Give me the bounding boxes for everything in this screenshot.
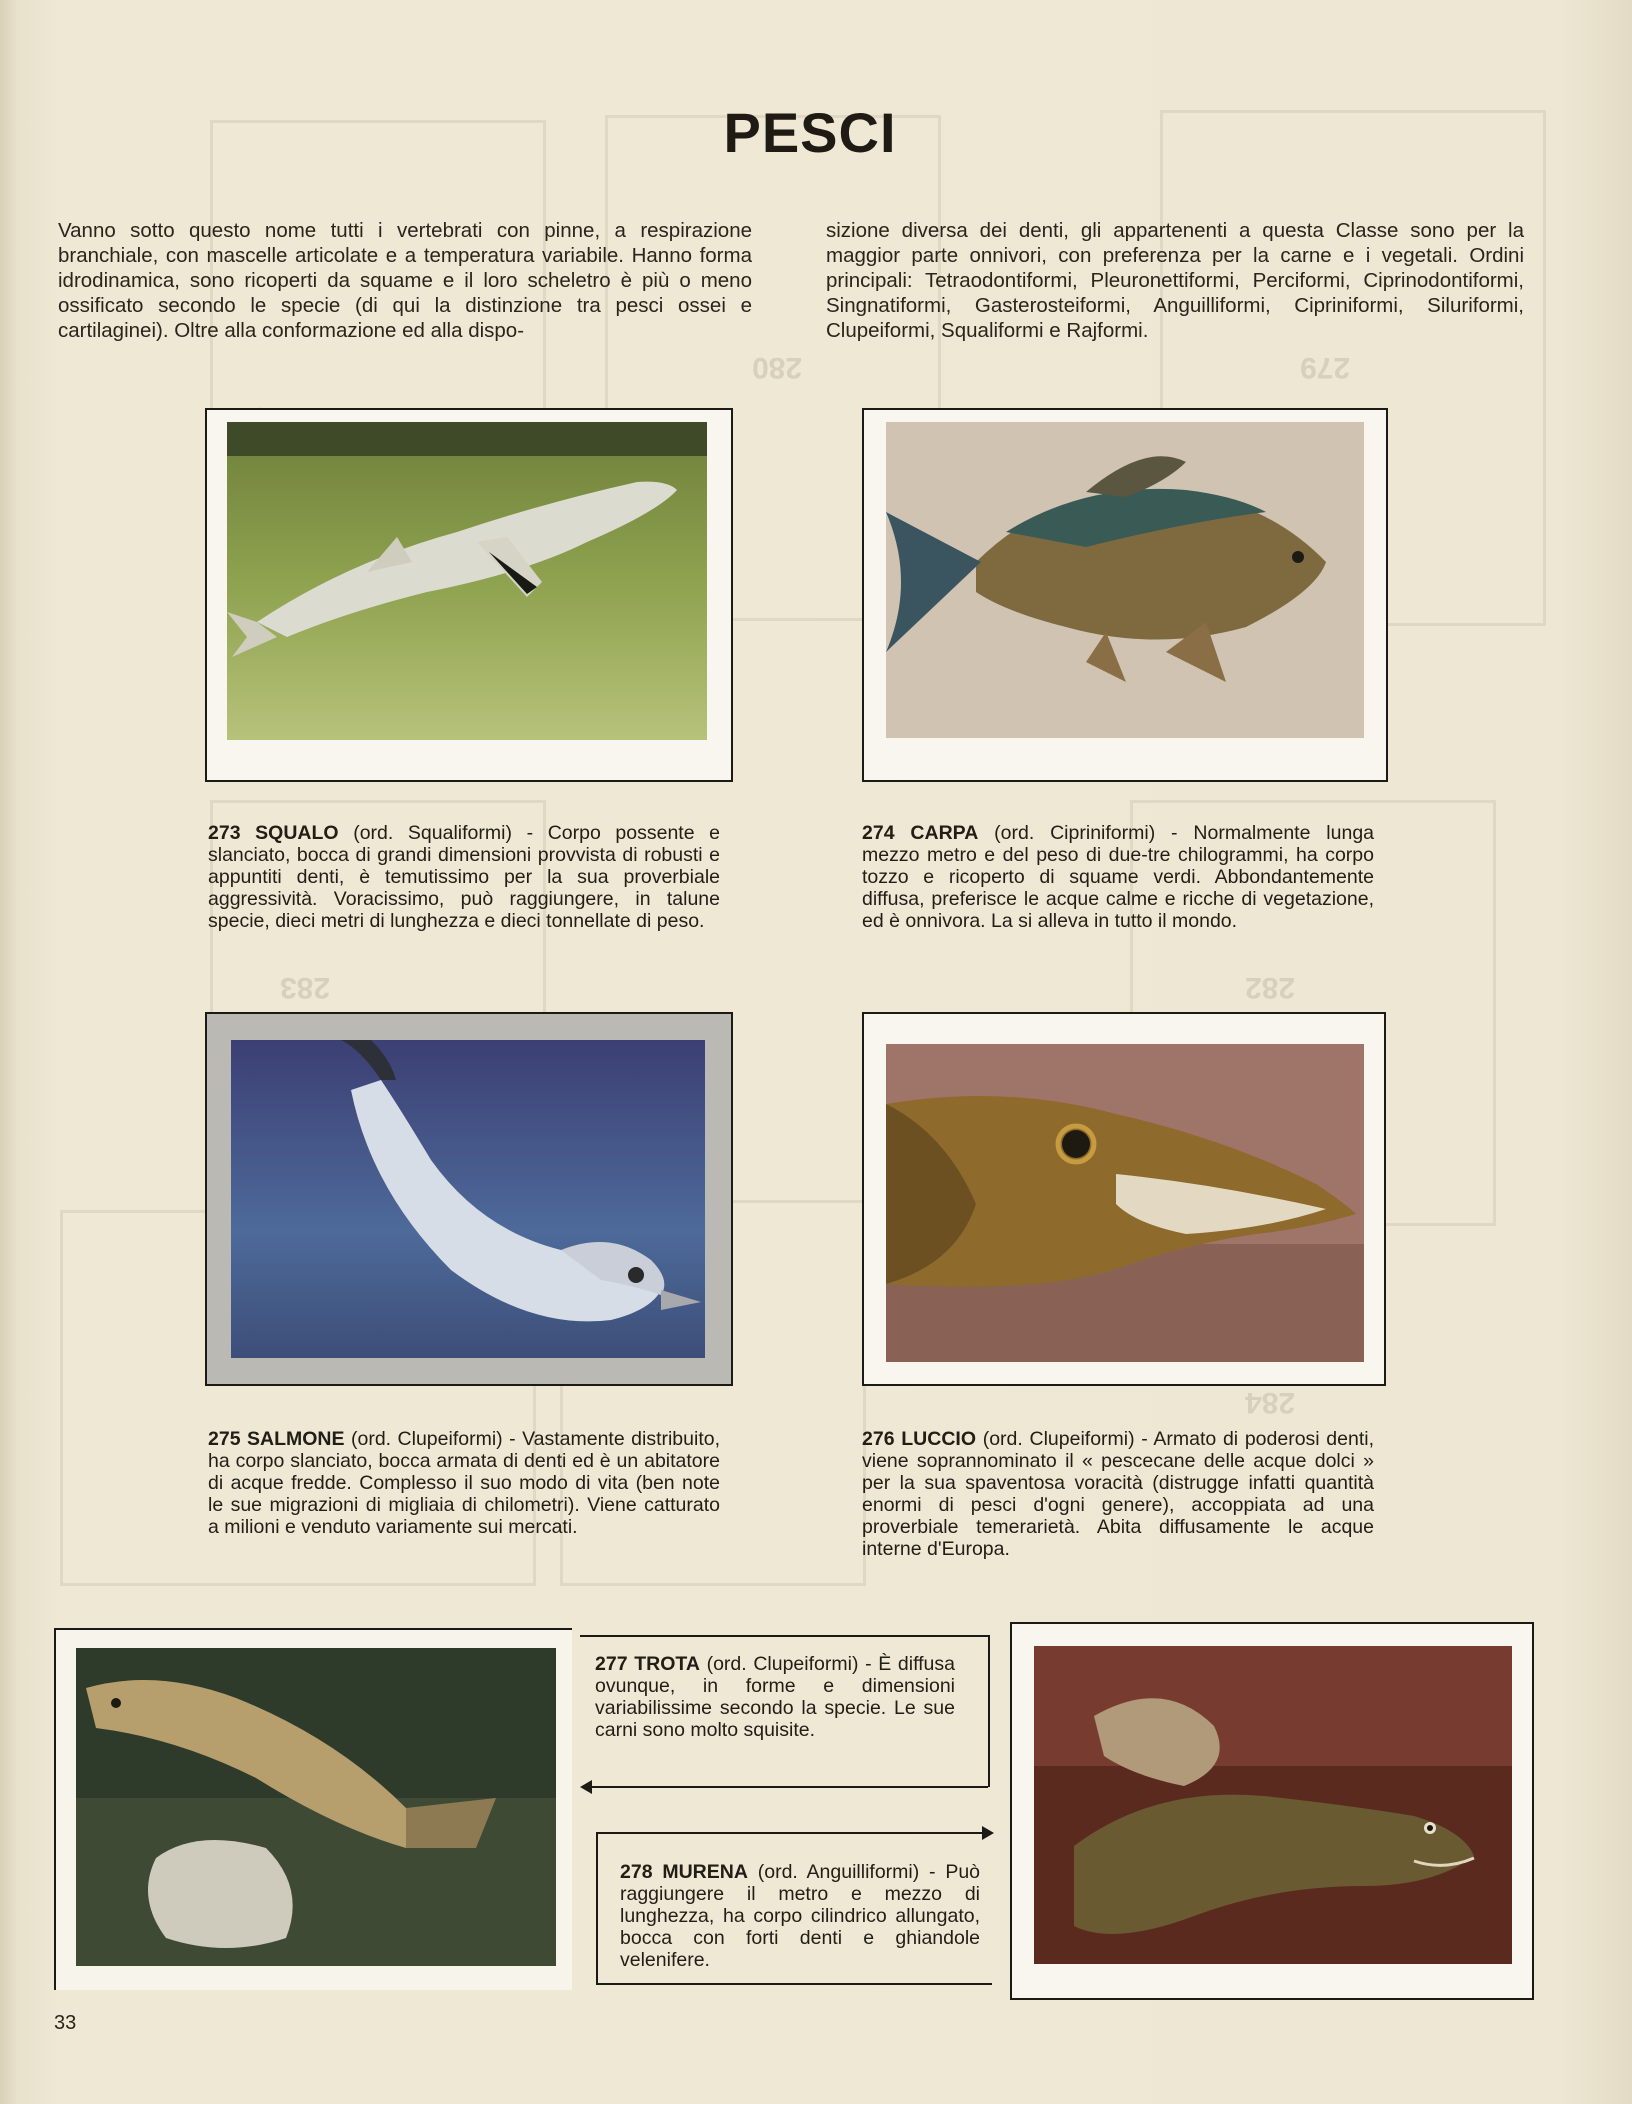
ghost-number: 282 — [1245, 971, 1296, 1004]
caption-number: 274 — [862, 822, 895, 844]
caption-text: - È diffusa ovunque, in forme e dimensioni variabilissime secondo la specie. Le sue carni sono molto squisite. — [595, 1653, 955, 1741]
caption-order: (ord. Clupeiformi) — [706, 1653, 859, 1675]
intro-right: sizione diversa dei denti, gli appartenenti a questa Classe sono per la maggior parte onnivori, con preferenza per la carne e i vegetali. Ordini principali: Tetraodontiformi, Pleuronettiformi, Perciformi, Ciprinodontiformi, Singnatiformi, Gasterosteiformi, Anguilliformi, Cipriniformi, Siluriformi, Clupeiformi, Squaliformi e Rajformi. — [826, 219, 1524, 342]
caption-order: (ord. Clupeiformi) — [350, 1428, 503, 1450]
caption-number: 275 — [208, 1428, 241, 1450]
caption-order: (ord. Anguilliformi) — [757, 1861, 920, 1883]
caption-name: TROTA — [634, 1653, 700, 1675]
arrow-left-icon — [592, 1786, 988, 1788]
caption-salmone — [208, 1428, 720, 1538]
moray-eel-photo-icon — [1034, 1646, 1512, 1964]
caption-number: 276 — [862, 1428, 895, 1450]
caption-number: 277 — [595, 1653, 628, 1675]
caption-number: 278 — [620, 1861, 653, 1883]
caption-order: (ord. Clupeiformi) — [982, 1428, 1135, 1450]
caption-text: - Corpo possente e slanciato, bocca di grandi dimensioni provvista di robusti e appuntiti denti, è temutissimo per la sua proverbiale aggressività. Voracissimo, può raggiungere, in talune specie, dieci metri di lunghezza e dieci tonnellate di peso. — [208, 822, 721, 932]
shark-photo-icon — [227, 422, 707, 740]
caption-name: SALMONE — [247, 1428, 345, 1450]
caption-name: SQUALO — [255, 822, 339, 844]
caption-murena — [620, 1861, 980, 1971]
caption-text: - Può raggiungere il metro e mezzo di lunghezza, ha corpo cilindrico allungato, bocca con forti denti e ghiandole velenifere. — [620, 1861, 981, 1971]
pike-photo-icon — [886, 1044, 1364, 1362]
sticker-frame-salmone — [205, 1012, 733, 1386]
caption-text: - Normalmente lunga mezzo metro e del peso di due-tre chilogrammi, ha corpo tozzo e ricoperto di squame verdi. Abbondantemente diffusa, preferisce le acque calme e ricche di vegetazione, ed è onnivora. La si alleva in tutto il mondo. — [862, 822, 1375, 932]
caption-box-trota — [580, 1635, 990, 1787]
intro-left: Vanno sotto questo nome tutti i vertebrati con pinne, a respirazione branchiale, con mascelle articolate e a temperatura variabile. Hanno forma idrodinamica, sono ricoperti da squame e il loro scheletro è più o meno ossificato secondo le specie (di qui la distinzione tra pesci ossei e cartilaginei). Oltre alla conformazione ed alla dispo- — [58, 219, 752, 342]
page-title: PESCI — [723, 101, 897, 164]
caption-name: CARPA — [910, 822, 979, 844]
sticker-frame-luccio — [862, 1012, 1386, 1386]
caption-squalo — [208, 822, 720, 932]
caption-luccio — [862, 1428, 1374, 1560]
salmon-illustration-icon — [231, 1040, 705, 1358]
caption-carpa — [862, 822, 1374, 932]
caption-order: (ord. Squaliformi) — [353, 822, 512, 844]
ghost-number: 283 — [280, 971, 331, 1004]
caption-name: MURENA — [662, 1861, 748, 1883]
carp-photo-icon — [886, 422, 1364, 738]
caption-text: - Vastamente distribuito, ha corpo slanciato, bocca armata di denti ed è un abitatore di acque fredde. Complesso il suo modo di vita (ben note le sue migrazioni di migliaia di chilometri). Viene catturato a milioni e venduto variamente sui mercati. — [208, 1428, 721, 1538]
sticker-frame-carpa — [862, 408, 1388, 782]
trout-photo-icon — [76, 1648, 556, 1966]
caption-order: (ord. Cipriniformi) — [994, 822, 1156, 844]
ghost-number: 284 — [1245, 1386, 1296, 1419]
ghost-number: 279 — [1300, 351, 1351, 384]
caption-number: 273 — [208, 822, 241, 844]
ghost-number: 280 — [752, 351, 803, 384]
caption-text: - Armato di poderosi denti, viene soprannominato il « pescecane delle acque dolci » per la sua spaventosa voracità (distrugge infatti quantità enormi di pesci d'ogni genere), accoppiata ad una proverbiale temerarietà. Abita diffusamente le acque interne d'Europa. — [862, 1428, 1375, 1560]
caption-name: LUCCIO — [901, 1428, 976, 1450]
sticker-frame-squalo — [205, 408, 733, 782]
sticker-frame-trota — [54, 1628, 572, 1990]
page-number: 33 — [54, 2012, 77, 2034]
sticker-frame-murena — [1010, 1622, 1534, 2000]
